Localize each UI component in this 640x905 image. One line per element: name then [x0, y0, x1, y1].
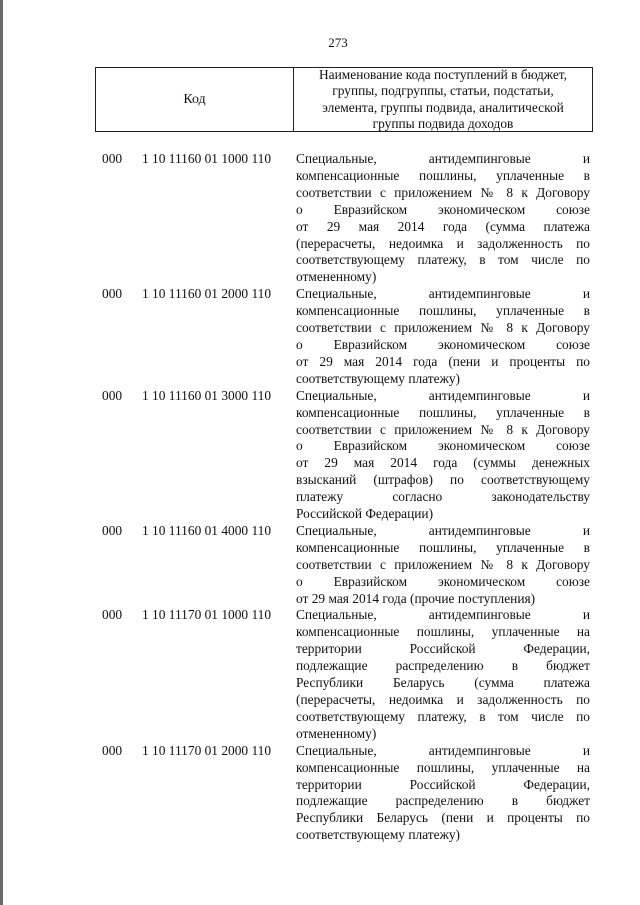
admin-code: 000 — [102, 607, 123, 623]
description-line: соответствующему платежу, в том числе по — [296, 708, 590, 724]
revenue-code-list — [102, 151, 602, 844]
revenue-code: 1 10 11160 01 1000 110 — [142, 151, 272, 166]
description-line: компенсационные пошлины, уплаченные в — [296, 167, 590, 183]
table-row — [102, 388, 602, 523]
description-line: Республики Беларусь (пени и проценты по — [296, 810, 590, 826]
description-line: соответствующему платежу) — [296, 370, 460, 386]
description-line: Специальные, антидемпинговые и — [296, 286, 590, 302]
description-line: о Евразийском экономическом союзе — [296, 336, 590, 352]
description-line: от 29 мая 2014 года (сумма платежа — [296, 218, 590, 234]
description-line: Специальные, антидемпинговые и — [296, 151, 590, 166]
description-line: соответствии с приложением № 8 к Договору — [296, 421, 590, 437]
revenue-code: 1 10 11160 01 3000 110 — [142, 387, 272, 403]
description-line: отмененному) — [296, 725, 377, 741]
revenue-description — [296, 523, 590, 608]
description-line: компенсационные пошлины, уплаченные в — [296, 539, 590, 555]
table-row — [102, 286, 602, 387]
header-name-line: группы подвида доходов — [372, 115, 514, 131]
description-line: соответствии с приложением № 8 к Договору — [296, 556, 590, 572]
table-row — [102, 151, 602, 286]
description-line: Специальные, антидемпинговые и — [296, 387, 590, 403]
description-line: отмененному) — [296, 269, 377, 285]
description-line: о Евразийском экономическом союзе — [296, 201, 590, 217]
revenue-description — [296, 388, 590, 523]
description-line: территории Российской Федерации, — [296, 776, 590, 792]
header-name-line: группы, подгруппы, статьи, подстатьи, — [332, 83, 554, 99]
description-line: от 29 мая 2014 года (прочие поступления) — [296, 590, 536, 606]
description-line: соответствующему платежу) — [296, 827, 460, 843]
description-line: компенсационные пошлины, уплаченные на — [296, 759, 590, 775]
description-line: Специальные, антидемпинговые и — [296, 522, 590, 538]
description-line: от 29 мая 2014 года (пени и проценты по — [296, 353, 590, 369]
admin-code: 000 — [102, 286, 123, 302]
revenue-description — [296, 607, 590, 742]
description-line: соответствии с приложением № 8 к Договору — [296, 320, 590, 336]
description-line: компенсационные пошлины, уплаченные в — [296, 303, 590, 319]
description-line: Республики Беларусь (сумма платежа — [296, 675, 590, 691]
description-line: платежу согласно законодательству — [296, 489, 590, 505]
header-name-line: элемента, группы подвида, аналитической — [322, 99, 564, 115]
admin-code: 000 — [102, 522, 123, 538]
page-number: 273 — [328, 35, 348, 50]
description-line: компенсационные пошлины, уплаченные на — [296, 624, 590, 640]
admin-code: 000 — [102, 742, 123, 758]
revenue-code: 1 10 11170 01 1000 110 — [142, 607, 272, 623]
description-line: соответствии с приложением № 8 к Договору — [296, 184, 590, 200]
revenue-code: 1 10 11170 01 2000 110 — [142, 742, 272, 758]
header-name-cell — [294, 68, 592, 131]
header-code-label: Код — [183, 91, 206, 107]
description-line: подлежащие распределению в бюджет — [296, 793, 590, 809]
revenue-code: 1 10 11160 01 2000 110 — [142, 286, 272, 302]
description-line: соответствующему платежу, в том числе по — [296, 252, 590, 268]
description-line: взысканий (штрафов) по соответствующему — [296, 472, 590, 488]
description-line: (перерасчеты, недоимка и задолженность по — [296, 235, 590, 251]
description-line: территории Российской Федерации, — [296, 641, 590, 657]
description-line: Специальные, антидемпинговые и — [296, 607, 590, 623]
table-row — [102, 523, 602, 608]
table-row — [102, 743, 602, 844]
description-line: компенсационные пошлины, уплаченные в — [296, 404, 590, 420]
header-code-cell — [96, 68, 294, 131]
admin-code: 000 — [102, 387, 123, 403]
description-line: о Евразийском экономическом союзе — [296, 438, 590, 454]
page-left-edge — [0, 0, 3, 905]
description-line: о Евразийском экономическом союзе — [296, 573, 590, 589]
revenue-description — [296, 743, 590, 844]
description-line: Специальные, антидемпинговые и — [296, 742, 590, 758]
description-line: Российской Федерации) — [296, 506, 434, 522]
table-row — [102, 607, 602, 742]
description-line: от 29 мая 2014 года (суммы денежных — [296, 455, 590, 471]
revenue-description — [296, 151, 590, 286]
table-header — [95, 67, 593, 132]
revenue-code: 1 10 11160 01 4000 110 — [142, 522, 272, 538]
description-line: (перерасчеты, недоимка и задолженность по — [296, 692, 590, 707]
revenue-description — [296, 286, 590, 387]
header-name-line: Наименование кода поступлений в бюджет, — [319, 67, 567, 83]
admin-code: 000 — [102, 151, 123, 166]
description-line: подлежащие распределению в бюджет — [296, 658, 590, 674]
